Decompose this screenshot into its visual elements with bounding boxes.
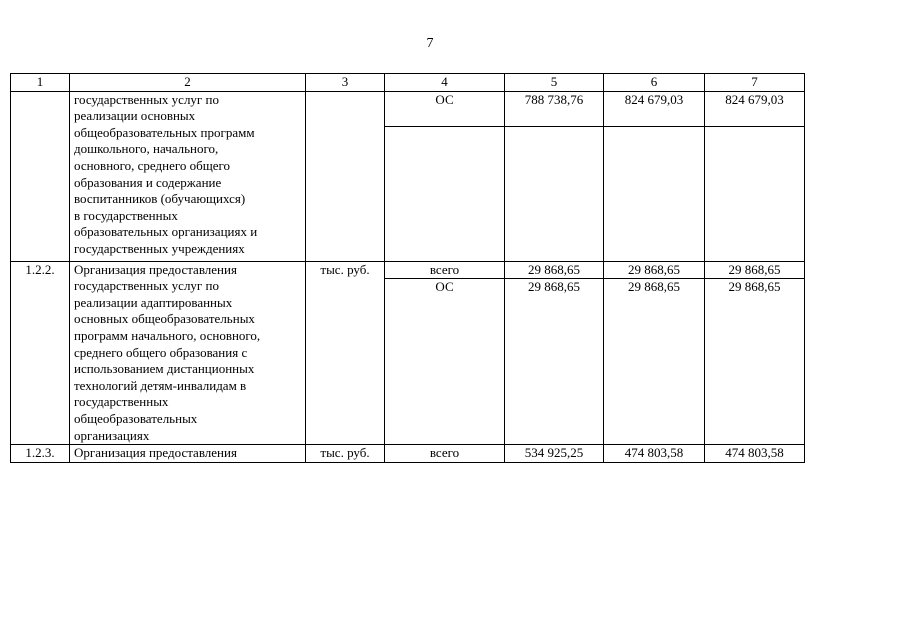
row-name-line: использованием дистанционных [74, 361, 255, 377]
page-number: 7 [426, 36, 434, 51]
table-row [11, 261, 805, 279]
row-name-line: государственных услуг по [74, 278, 219, 294]
value-cell: 29 868,65 [505, 279, 604, 445]
value-cell: 788 738,76 [505, 91, 604, 126]
row-name-line: дошкольного, начального, [74, 141, 219, 157]
budget-table [10, 73, 805, 463]
table-header-row [11, 74, 805, 92]
row-name-line: организациях [74, 427, 150, 443]
row-name-line: основных общеобразовательных [74, 311, 255, 327]
row-name-line: реализации адаптированных [74, 294, 233, 310]
column-header: 2 [70, 74, 306, 92]
row-name-line: государственных учреждениях [74, 240, 245, 256]
column-header: 7 [705, 74, 805, 92]
source-cell: всего [385, 445, 505, 463]
table-row [11, 445, 805, 463]
row-name-line: государственных [74, 394, 169, 410]
value-cell: 474 803,58 [705, 445, 805, 463]
row-name-line: основного, среднего общего [74, 157, 231, 173]
row-name-line: общеобразовательных [74, 410, 198, 426]
row-name-line: программ начального, основного, [74, 327, 261, 343]
row-number-cell: 1.2.3. [11, 445, 70, 463]
row-name-line: общеобразовательных программ [74, 124, 255, 140]
value-cell: 29 868,65 [505, 261, 604, 279]
row-name-cell [70, 445, 306, 463]
column-header: 3 [306, 74, 385, 92]
value-cell: 824 679,03 [604, 91, 705, 126]
source-cell [385, 126, 505, 261]
value-cell [604, 126, 705, 261]
row-name-cell [70, 91, 306, 261]
unit-cell: тыс. руб. [306, 261, 385, 445]
value-cell: 29 868,65 [705, 279, 805, 445]
row-name-line: Организация предоставления [74, 261, 237, 277]
value-cell: 474 803,58 [604, 445, 705, 463]
value-cell: 29 868,65 [604, 261, 705, 279]
row-name-line: среднего общего образования с [74, 344, 248, 360]
column-header: 1 [11, 74, 70, 92]
row-name-cell [70, 261, 306, 445]
table-row [11, 91, 805, 126]
value-cell: 29 868,65 [705, 261, 805, 279]
row-name-line: образования и содержание [74, 174, 222, 190]
value-cell: 534 925,25 [505, 445, 604, 463]
column-header: 6 [604, 74, 705, 92]
row-name-line: образовательных организациях и [74, 224, 258, 240]
source-cell: всего [385, 261, 505, 279]
row-name-line: Организация предоставления [74, 445, 237, 461]
unit-cell: тыс. руб. [306, 445, 385, 463]
row-number-cell: 1.2.2. [11, 261, 70, 445]
column-header: 5 [505, 74, 604, 92]
row-number-cell [11, 91, 70, 261]
value-cell [505, 126, 604, 261]
row-name-line: воспитанников (обучающихся) [74, 191, 246, 207]
source-cell: ОС [385, 91, 505, 126]
row-name-line: государственных услуг по [74, 91, 219, 107]
value-cell: 824 679,03 [705, 91, 805, 126]
row-name-line: технологий детям-инвалидам в [74, 377, 247, 393]
column-header: 4 [385, 74, 505, 92]
unit-cell [306, 91, 385, 261]
row-name-line: реализации основных [74, 108, 196, 124]
value-cell [705, 126, 805, 261]
row-name-line: в государственных [74, 207, 178, 223]
value-cell: 29 868,65 [604, 279, 705, 445]
source-cell: ОС [385, 279, 505, 445]
